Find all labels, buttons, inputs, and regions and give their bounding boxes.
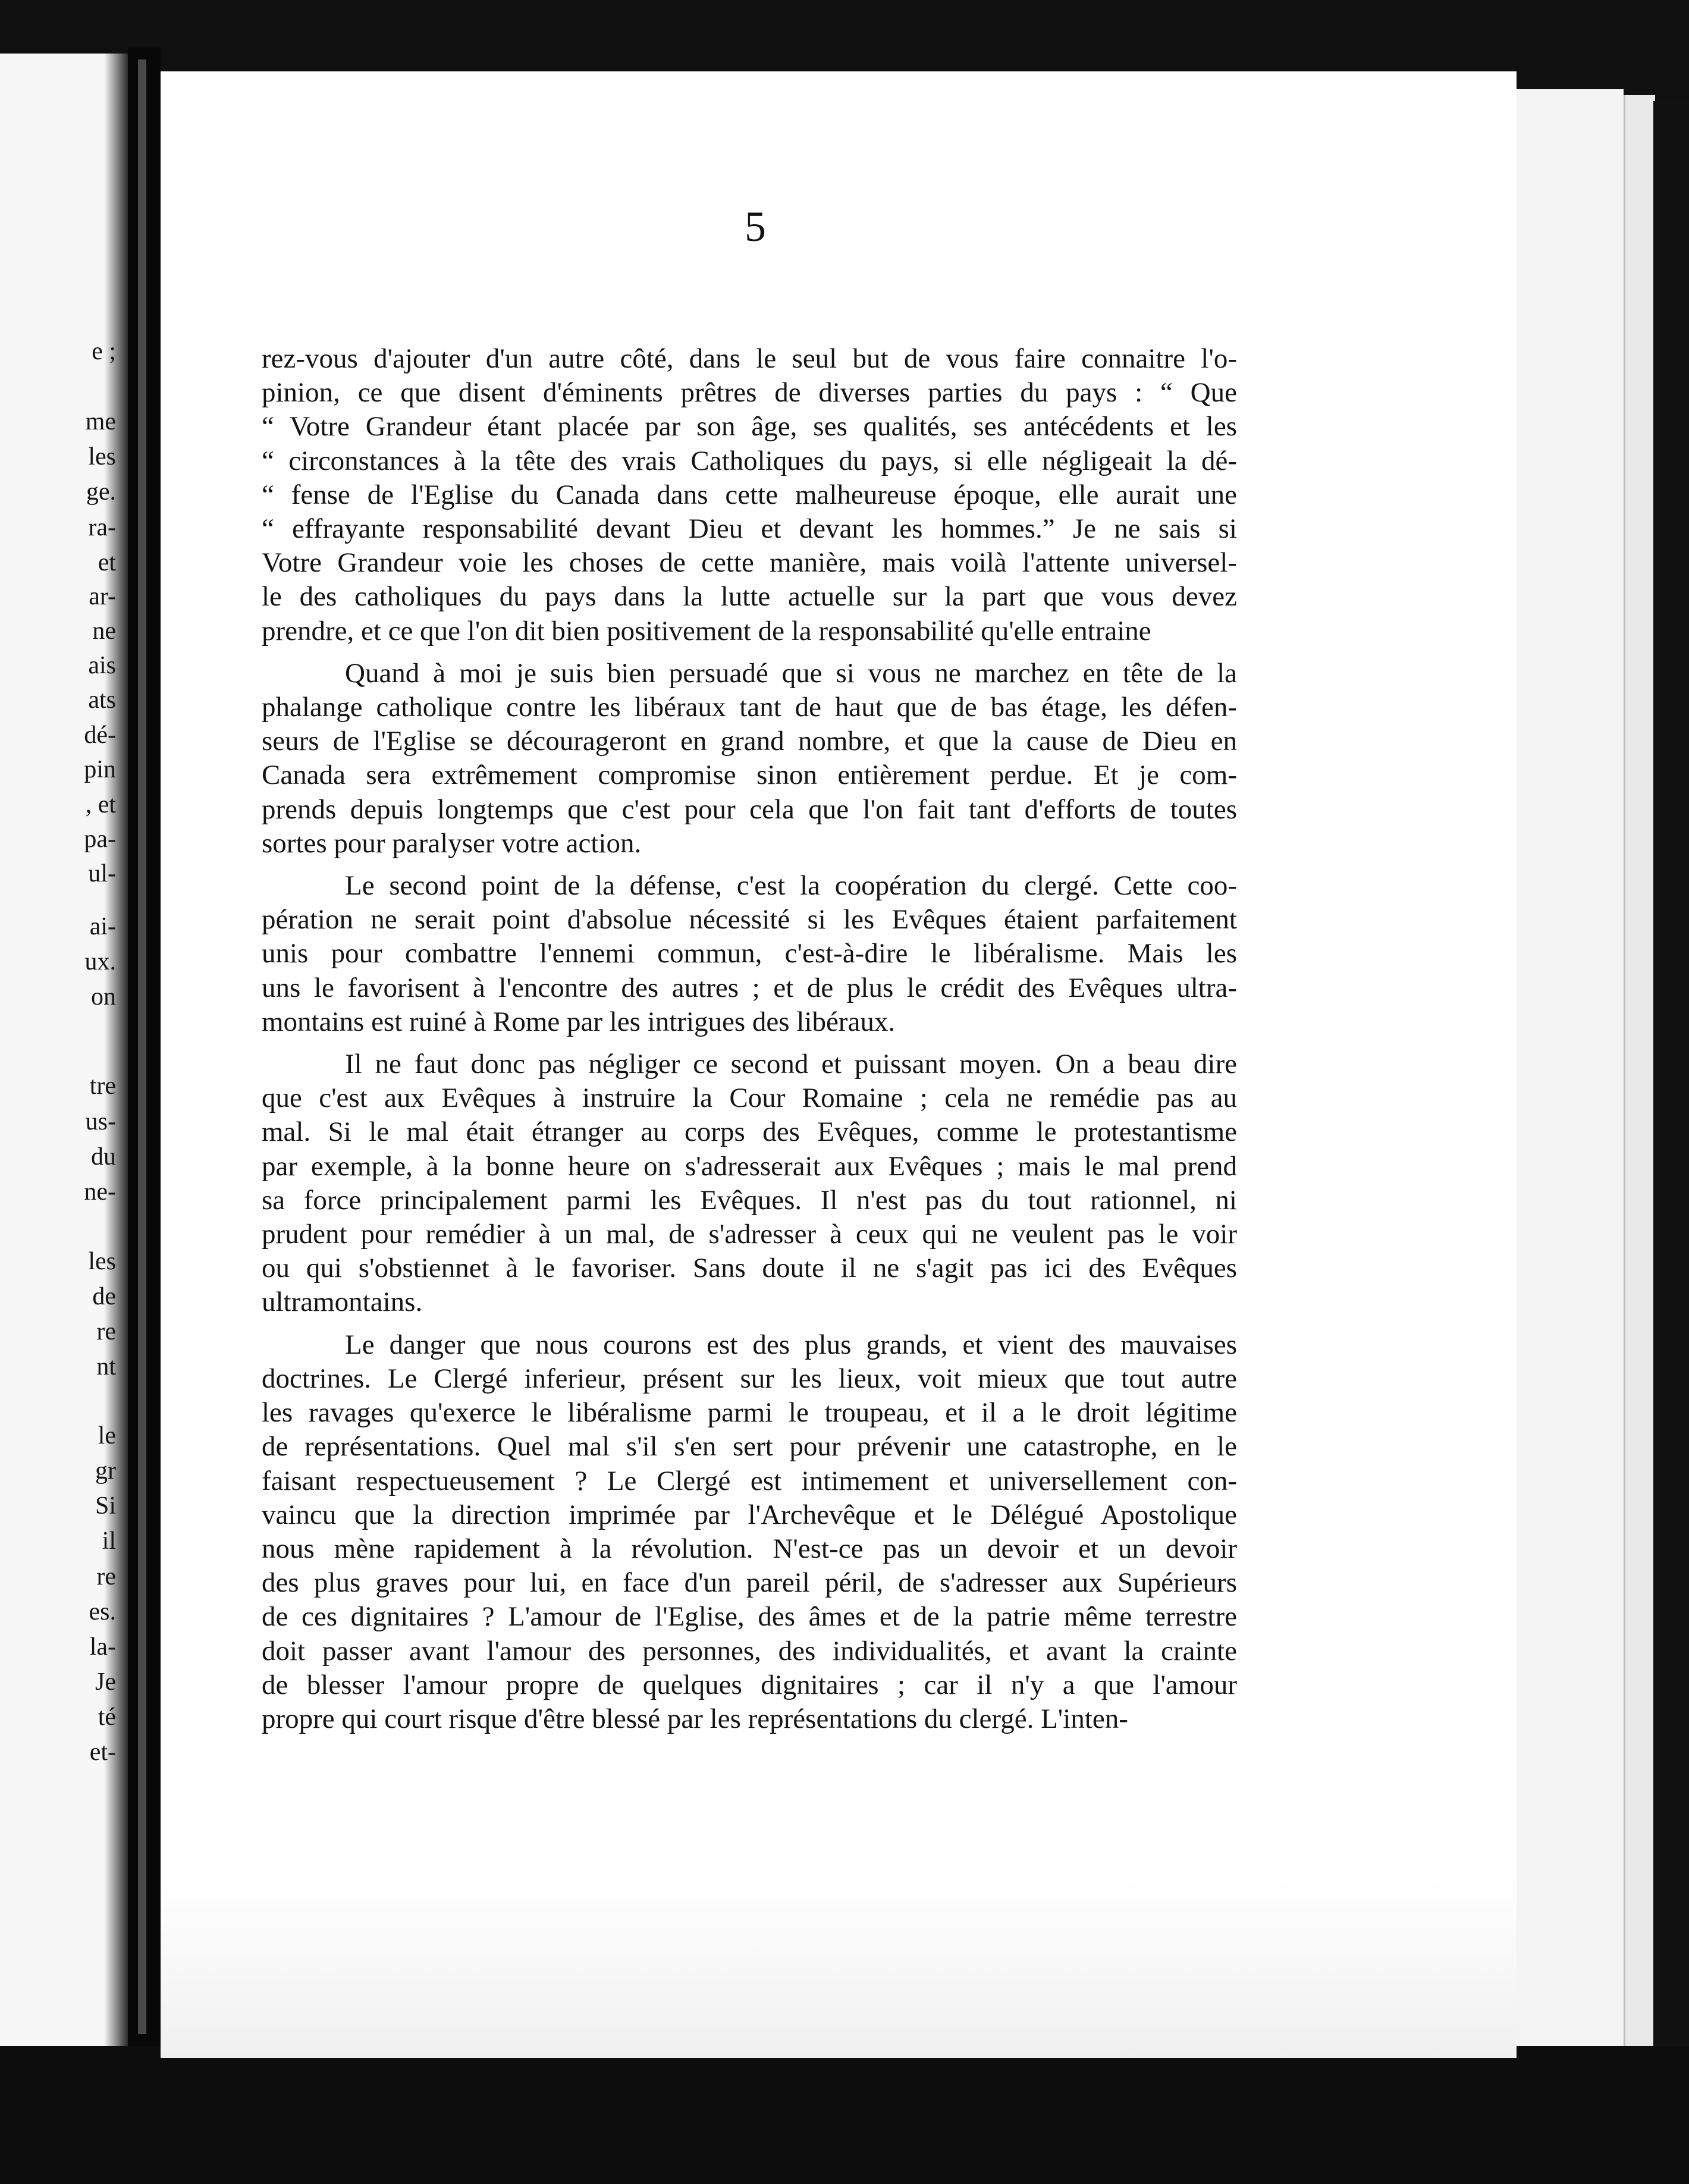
left-page-fragment: il — [102, 1527, 116, 1555]
left-page-fragment: gr — [95, 1457, 116, 1485]
text-line: prends depuis longtemps que c'est pour cela que l'on fait tant d'efforts de toutes — [262, 793, 1237, 825]
left-page-fragment: ar- — [89, 583, 116, 610]
binding-gutter-highlight — [138, 59, 146, 2034]
text-line: par exemple, à la bonne heure on s'adresserait aux Evêques ; mais le mal prend — [262, 1150, 1237, 1182]
text-line: Le second point de la défense, c'est la coopération du clergé. Cette coo- — [345, 870, 1237, 902]
left-page-fragment: me — [85, 408, 116, 435]
left-page-fragment: les — [88, 443, 116, 470]
left-page-fragment: ne- — [84, 1178, 116, 1206]
left-page-fragment: re — [96, 1318, 116, 1345]
left-page-fragment: ats — [88, 686, 116, 714]
text-line: Il ne faut donc pas négliger ce second et puissant moyen. On a beau dire — [345, 1049, 1237, 1080]
left-page-fragment: ai- — [89, 913, 116, 940]
left-page-fragment: le — [98, 1422, 116, 1449]
text-line: ultramontains. — [262, 1286, 423, 1318]
paragraph — [262, 657, 1237, 861]
text-line: Votre Grandeur voie les choses de cette manière, mais voilà l'attente universel- — [262, 547, 1237, 579]
left-page-fragment: et- — [89, 1739, 116, 1766]
left-page-fragment: pin — [84, 756, 116, 783]
left-page-fragment: ra- — [88, 514, 116, 541]
left-page-fragment: pa- — [84, 826, 116, 853]
text-line: nous mène rapidement à la révolution. N'est-ce pas un devoir et un devoir — [262, 1533, 1237, 1564]
text-line: pération ne serait point d'absolue nécessité si les Evêques étaient parfaitement — [262, 904, 1237, 936]
text-line: prudent pour remédier à un mal, de s'adresser à ceux qui ne veulent pas le voir — [262, 1219, 1237, 1250]
text-line: Quand à moi je suis bien persuadé que si vous ne marchez en tête de la — [345, 657, 1237, 689]
right-page-stack-outer — [1624, 95, 1655, 2058]
text-line: mal. Si le mal était étranger au corps des Evêques, comme le protestantisme — [262, 1116, 1237, 1148]
text-line: unis pour combattre l'ennemi commun, c'est-à-dire le libéralisme. Mais les — [262, 938, 1237, 969]
left-page-fragment: dé- — [84, 721, 116, 749]
text-line: seurs de l'Eglise se décourageront en grand nombre, et que la cause de Dieu en — [262, 726, 1237, 757]
text-line: pinion, ce que disent d'éminents prêtres de diverses parties du pays : “ Que — [262, 377, 1237, 409]
text-line: propre qui court risque d'être blessé par les représentations du clergé. L'inten- — [262, 1703, 1128, 1734]
left-page-fragment: la- — [89, 1633, 116, 1661]
text-line: prendre, et ce que l'on dit bien positivement de la responsabilité qu'elle entraine — [262, 615, 1151, 647]
text-line: “ circonstances à la tête des vrais Catholiques du pays, si elle négligeait la dé- — [262, 445, 1237, 476]
text-line: “ Votre Grandeur étant placée par son âge, ses qualités, ses antécédents et les — [262, 411, 1237, 443]
paragraph — [262, 1328, 1237, 1736]
text-line: de représentations. Quel mal s'il s'en sert pour prévenir une catastrophe, en le — [262, 1431, 1237, 1463]
page-number: 5 — [745, 203, 766, 250]
right-border-dark — [1653, 101, 1689, 2058]
left-page-fragment: du — [91, 1143, 116, 1171]
text-line: de blesser l'amour propre de quelques dignitaires ; car il n'y a que l'amour — [262, 1669, 1237, 1700]
left-page-fragment: e ; — [92, 338, 116, 365]
text-line: faisant respectueusement ? Le Clergé est intimement et universellement con- — [262, 1465, 1237, 1496]
left-page-fragment: de — [92, 1283, 116, 1310]
text-line: que c'est aux Evêques à instruire la Cour Romaine ; cela ne remédie pas au — [262, 1082, 1237, 1114]
left-page-fragment: re — [96, 1563, 116, 1590]
left-page-fragment: , et — [85, 791, 116, 818]
left-page-fragment: ul- — [88, 860, 116, 887]
left-page-fragment: ge. — [86, 478, 116, 506]
left-page-fragment: ne — [92, 617, 116, 645]
left-page-fragment: Si — [95, 1492, 116, 1520]
left-page-fragment: ais — [88, 652, 116, 679]
bottom-background — [0, 2046, 1689, 2184]
text-line: doit passer avant l'amour des personnes, des individualités, et avant la crainte — [262, 1635, 1237, 1667]
text-line: Canada sera extrêmement compromise sinon entièrement perdue. Et je com- — [262, 760, 1237, 791]
text-line: phalange catholique contre les libéraux tant de haut que de bas étage, les défen- — [262, 692, 1237, 723]
text-line: sa force principalement parmi les Evêques. Il n'est pas du tout rationnel, ni — [262, 1184, 1237, 1216]
text-line: “ effrayante responsabilité devant Dieu et devant les hommes.” Je ne sais si — [262, 513, 1237, 545]
left-page-fragment: té — [98, 1703, 116, 1731]
text-line: ou qui s'obstiennet à le favoriser. Sans doute il ne s'agit pas ici des Evêques — [262, 1253, 1237, 1284]
text-line: de ces dignitaires ? L'amour de l'Eglise, des âmes et de la patrie même terrestre — [262, 1601, 1237, 1633]
body-text — [262, 342, 1237, 1744]
text-line: uns le favorisent à l'encontre des autres ; et de plus le crédit des Evêques ultra- — [262, 972, 1237, 1003]
text-line: le des catholiques du pays dans la lutte actuelle sur la part que vous devez — [262, 581, 1237, 613]
left-page-fragment: on — [91, 983, 116, 1011]
text-line: “ fense de l'Eglise du Canada dans cette malheureuse époque, elle aurait une — [262, 479, 1237, 510]
left-page-fragment: es. — [89, 1598, 116, 1626]
text-line: Le danger que nous courons est des plus grands, et vient des mauvaises — [345, 1329, 1237, 1360]
left-page-fragment: et — [98, 549, 116, 576]
paragraph — [262, 1047, 1237, 1320]
text-line: vaincu que la direction imprimée par l'Archevêque et le Délégué Apostolique — [262, 1499, 1237, 1530]
text-line: doctrines. Le Clergé inferieur, présent sur les lieux, voit mieux que tout autre — [262, 1363, 1237, 1394]
text-line: les ravages qu'exerce le libéralisme parmi le troupeau, et il a le droit légitime — [262, 1397, 1237, 1429]
text-line: montains est ruiné à Rome par les intrigues des libéraux. — [262, 1006, 896, 1037]
text-line: sortes pour paralyser votre action. — [262, 827, 642, 859]
page-bottom-shade — [161, 1879, 1517, 2058]
left-page-fragment: tre — [89, 1072, 116, 1100]
left-page-fragment: Je — [95, 1668, 116, 1696]
left-page-fragment: nt — [96, 1353, 116, 1380]
paragraph — [262, 869, 1237, 1039]
paragraph — [262, 342, 1237, 648]
text-line: des plus graves pour lui, en face d'un pareil péril, de s'adresser aux Supérieurs — [262, 1567, 1237, 1599]
right-page-stack — [1517, 89, 1624, 2058]
left-page-fragment: ux. — [84, 948, 116, 975]
text-line: rez-vous d'ajouter d'un autre côté, dans le seul but de vous faire connaitre l'o- — [262, 343, 1237, 374]
left-page-fragment: us- — [85, 1108, 116, 1135]
left-page-fragment: les — [88, 1248, 116, 1275]
